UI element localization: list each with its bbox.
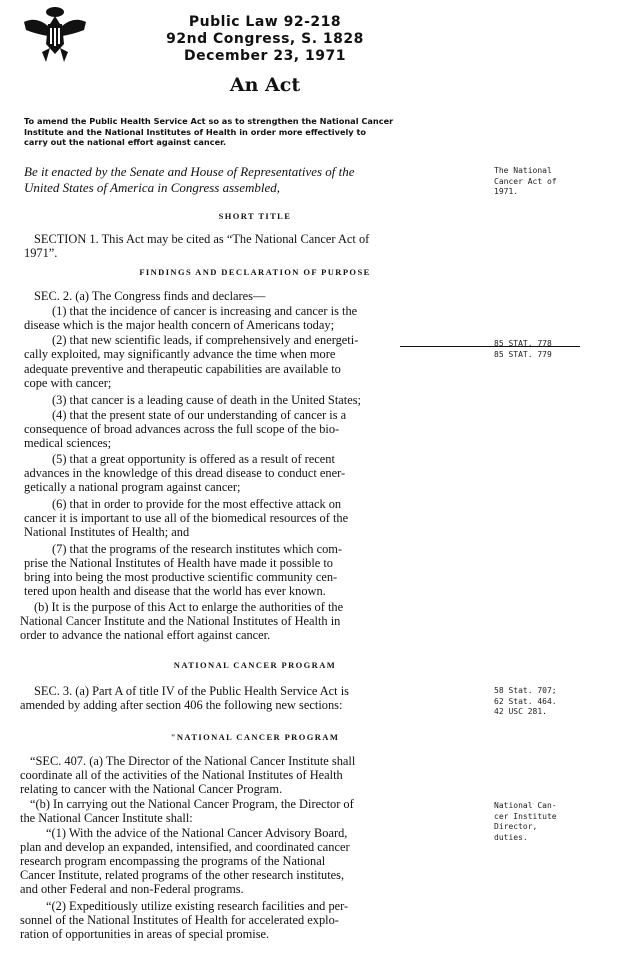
section1-line: SECTION 1. This Act may be cited as “The National Cancer Act of [34,232,370,246]
purpose-line: Institute and the National Institutes of Health in order more effectively to [24,126,367,137]
section3-line: SEC. 3. (a) Part A of title IV of the Public Health Service Act is [34,684,349,698]
section2-line: (4) that the present state of our understanding of cancer is a [52,408,347,422]
section2-line: consequence of broad advances across the full scope of the bio- [24,422,340,436]
section2-line: disease which is the major health concern of Americans today; [24,318,335,332]
section2-line: advances in the knowledge of this dread disease to conduct ener- [24,466,346,480]
section2-line: bring into being the most productive scientific community cen- [24,570,338,584]
section407-line: “(2) Expeditiously utilize existing research facilities and per- [46,899,349,913]
section407-line: ration of opportunities in areas of special promise. [20,927,270,941]
section2-line: (6) that in order to provide for the most effective attack on [52,497,342,511]
section3-line: amended by adding after section 406 the following new sections: [20,698,343,712]
law-number: Public Law 92-218 [188,14,342,30]
section407-line: coordinate all of the activities of the National Institutes of Health [20,768,343,782]
section407-line: plan and develop an expanded, intensified, and coordinated cancer [20,840,350,854]
section407-line: research program encompassing the programs of the National [20,854,326,868]
margin-note-act-name: The National Cancer Act of 1971. [494,166,557,196]
section2-line: getically a national program against cancer; [24,480,241,494]
heading-national-program: NATIONAL CANCER PROGRAM [173,660,337,670]
heading-findings: FINDINGS AND DECLARATION OF PURPOSE [139,267,371,277]
section407-line: Cancer Institute, related programs of the other research institutes, [20,868,345,882]
heading-short-title: SHORT TITLE [218,211,292,221]
section407-line: the National Cancer Institute shall: [20,811,193,825]
purpose-line: To amend the Public Health Service Act so as to strengthen the National Cancer [24,116,394,126]
section407-line: relating to cancer with the National Cancer Program. [20,782,283,796]
section1-line: 1971”. [24,246,58,260]
enactment-date: December 23, 1971 [184,48,346,64]
section407-line: and other Federal and non-Federal programs. [20,882,244,896]
section2-line: order to advance the national effort against cancer. [20,628,271,642]
margin-note-citations: 58 Stat. 707; 62 Stat. 464. 42 USC 281. [494,686,557,716]
section2-line: SEC. 2. (a) The Congress finds and declares— [34,289,266,303]
section2-line: (5) that a great opportunity is offered as a result of recent [52,452,335,466]
section2-line: tered upon health and disease that the world has ever known. [24,584,326,598]
section407-line: “(b) In carrying out the National Cancer Program, the Director of [30,797,354,811]
section2-line: (3) that cancer is a leading cause of death in the United States; [52,393,361,407]
section2-line: cally exploited, may significantly advance the time when more [24,347,336,361]
section407-line: “(1) With the advice of the National Cancer Advisory Board, [46,826,348,840]
enacting-clause [24,164,494,196]
section2-line: (7) that the programs of the research institutes which com- [52,542,343,556]
enacting-line: United States of America in Congress assembled, [24,180,281,195]
section2-line: National Institutes of Health; and [24,525,190,539]
section407-line: sonnel of the National Institutes of Health for accelerated explo- [20,913,339,927]
purpose-line: carry out the national effort against cancer. [24,137,227,147]
section2-line: prise the National Institutes of Health have made it possible to [24,556,334,570]
section407-line: “SEC. 407. (a) The Director of the National Cancer Institute shall [30,754,356,768]
great-seal-eagle-icon [22,4,88,64]
section2-line: cancer it is important to use all of the biomedical resources of the [24,511,349,525]
section2-line: National Cancer Institute and the National Institutes of Health in [20,614,341,628]
congress-bill: 92nd Congress, S. 1828 [166,31,364,47]
margin-note-stat-pages: 85 STAT. 778 85 STAT. 779 [494,339,552,359]
enacting-line: Be it enacted by the Senate and House of Representatives of the [24,164,355,179]
section2-line: (b) It is the purpose of this Act to enlarge the authorities of the [34,600,344,614]
section2-line: medical sciences; [24,436,112,450]
act-title: An Act [229,74,301,96]
section2-line: cope with cancer; [24,376,112,390]
purpose-statement [24,116,494,148]
heading-national-program-quoted: "NATIONAL CANCER PROGRAM [170,732,340,742]
margin-note-director-duties: National Can- cer Institute Director, duties. [494,801,557,842]
section2-line: (2) that new scientific leads, if comprehensively and energeti- [52,333,359,347]
page-break-rule [400,346,580,347]
section2-line: adequate preventive and therapeutic capabilities are available to [24,362,341,376]
section2-line: (1) that the incidence of cancer is increasing and cancer is the [52,304,358,318]
